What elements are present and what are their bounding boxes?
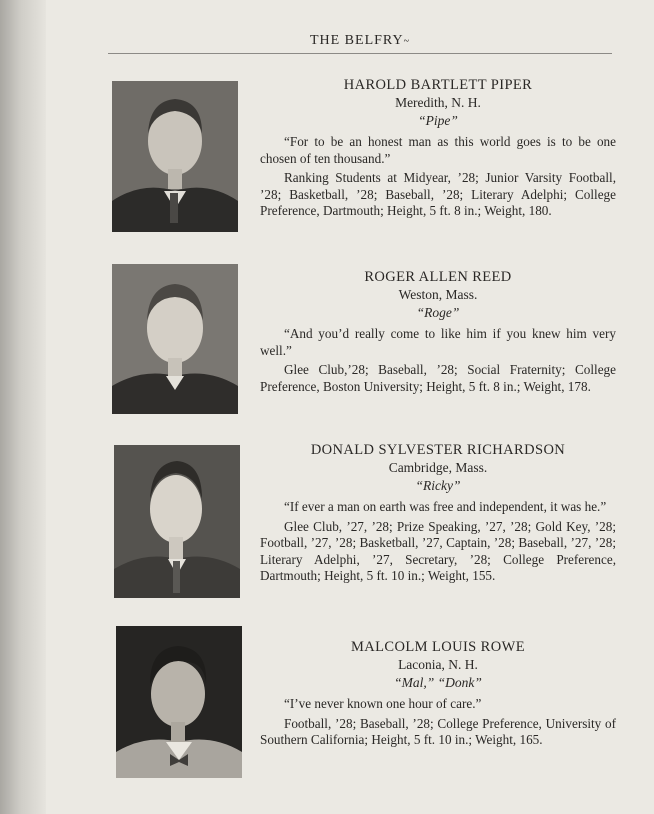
student-quote: “For to be an honest man as this world goes is to be one chosen of ten thousand.”: [260, 134, 616, 166]
student-town: Meredith, N. H.: [395, 95, 481, 110]
binding-shadow: [0, 0, 46, 814]
header-rule: [108, 53, 612, 54]
student-entry: [260, 441, 616, 588]
student-activities: Glee Club, ’27, ’28; Prize Speaking, ’27, ’28; Gold Key, ’28; Football, ’27, ’28; Basketball, ’27, Captain, ’28; Baseball, ’27, ’28; Literary Adelphi, ’27, Secretary, ’28; College Preference, Dartmouth; Height, 5 ft. 10 in.; Weight, 155.: [260, 518, 616, 584]
student-activities: Football, ’28; Baseball, ’28; College Preference, University of Southern California; Height, 5 ft. 10 in.; Weight, 165.: [260, 715, 616, 748]
student-entry: [260, 268, 616, 398]
student-entry: [260, 76, 616, 223]
student-nickname: “Ricky”: [415, 478, 461, 493]
student-town: Weston, Mass.: [398, 287, 478, 302]
student-activities: Ranking Students at Midyear, ’28; Junior Varsity Football, ’28; Basketball, ’28; Baseball, ’28; Literary Adelphi; College Preference, Dartmouth; Height, 5 ft. 8 in.; Weight, 180.: [260, 170, 616, 219]
ornament-icon: ~: [403, 36, 411, 47]
portrait-photo: [112, 81, 238, 232]
portrait-photo: [112, 264, 238, 414]
portrait-photo: [114, 445, 240, 598]
student-name: ROGER ALLEN REED: [364, 269, 512, 285]
student-quote: “And you’d really come to like him if you knew him very well.”: [260, 326, 616, 358]
student-town: Laconia, N. H.: [398, 657, 478, 672]
student-nickname: “Mal,” “Donk”: [394, 675, 482, 690]
page-title: THE BELFRY: [309, 33, 404, 48]
student-name: MALCOLM LOUIS ROWE: [351, 639, 525, 655]
student-quote: “I’ve never known one hour of care.”: [284, 696, 482, 711]
student-entry: [260, 638, 616, 752]
student-nickname: “Pipe”: [418, 113, 458, 128]
student-town: Cambridge, Mass.: [388, 460, 488, 475]
student-quote: “If ever a man on earth was free and independent, it was he.”: [284, 499, 607, 514]
running-head: [108, 33, 612, 49]
student-activities: Glee Club,’28; Baseball, ’28; Social Fraternity; College Preference, Boston University; Height, 5 ft. 8 in.; Weight, 178.: [260, 362, 616, 394]
student-name: HAROLD BARTLETT PIPER: [343, 77, 533, 93]
student-name: DONALD SYLVESTER RICHARDSON: [310, 442, 566, 458]
portrait-photo: [116, 626, 242, 778]
student-nickname: “Roge”: [416, 305, 460, 320]
